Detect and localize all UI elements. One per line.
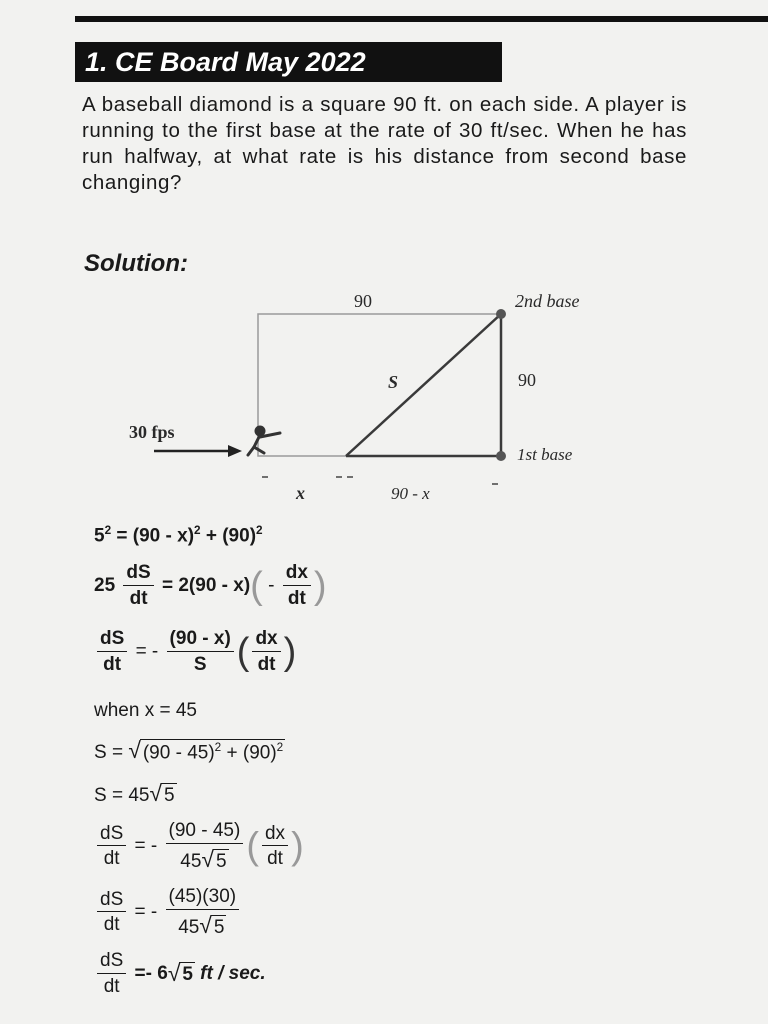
fraction-numerator: (90 - 45) [166,820,244,844]
differentiated-equation [94,562,327,610]
radicand-term1: (90 - 45) [142,742,215,763]
second-base-marker [496,309,506,319]
radicand: 5 [211,915,227,939]
solution-label: Solution: [84,250,188,277]
left-paren: ( [250,564,263,607]
eq2-minus: - [268,574,275,596]
eq2-coefficient: 25 [94,574,116,596]
fraction-numerator: dS [97,823,126,847]
fraction-numerator: dS [123,562,153,586]
fraction-denominator: dt [103,975,120,997]
radicand-term2: + (90) [221,742,277,763]
first-base-label: 1st base [517,445,573,464]
dx-dt-fraction [262,823,288,871]
fraction-numerator: (90 - x) [167,628,234,652]
radical-sign: √ [199,911,212,938]
s-equals: S = [94,742,124,763]
fraction-denominator: dt [267,848,283,870]
top-rule [75,16,768,22]
substituted-equation [94,820,304,873]
eq2-rhs: = 2(90 - x) [161,574,251,596]
equals-negative: = - [134,901,158,923]
radical-sign: √ [149,780,162,806]
eq1-end-exponent: 2 [256,524,263,537]
final-prefix: =- 6 [134,962,168,984]
radicand: 5 [161,783,177,807]
ds-dt-fraction [97,950,126,998]
runner-icon [248,427,280,455]
equals-negative: = - [134,835,158,857]
arrow-head-icon [228,445,242,457]
s-value-prefix: S = 45 [94,785,150,806]
hypotenuse-s [346,314,501,456]
fraction-denominator: dt [257,653,276,675]
fraction-numerator: (45)(30) [166,886,240,910]
final-units: ft / sec. [194,962,266,984]
ds-dt-fraction [97,823,126,871]
numeric-equation [94,886,242,939]
fraction-denominator: dt [129,587,148,609]
pythagorean-equation [94,524,263,547]
radicand-exp2: 2 [276,740,284,754]
eq1-middle: = (90 - x) [111,525,195,547]
left-paren: ( [246,825,259,868]
problem-title: 1. CE Board May 2022 [85,47,366,77]
radicand: 5 [179,962,195,986]
hypotenuse-label: S [388,372,399,392]
remaining-distance-label: 90 - x [391,484,430,503]
x-label: x [296,483,305,503]
dx-dt-fraction [283,562,311,610]
fraction-denominator: dt [103,914,120,936]
fraction-denominator: dt [103,848,120,870]
problem-statement: A baseball diamond is a square 90 ft. on each side. A player is running to the first base at the rate of 30 ft/sec. When he has run halfway, at what rate is his distance from second base changing? [82,93,687,194]
fraction-numerator: dx [252,628,280,652]
eq1-plus-term: + (90) [200,525,257,547]
second-base-label: 2nd base [515,291,580,311]
right-paren: ) [291,825,304,868]
radicand [140,739,285,764]
right-paren: ) [283,630,297,673]
dx-dt-fraction [252,628,280,676]
speed-label: 30 fps [129,422,175,442]
radicand-exp1: 2 [214,740,222,754]
condition-text: when x = 45 [94,700,197,721]
fraction-numerator: dS [97,950,126,974]
eq3-fraction [167,628,234,676]
left-paren: ( [236,630,250,673]
fraction-denominator: dt [103,653,122,675]
fraction-numerator: dS [97,889,126,913]
fraction-denominator [177,844,231,873]
first-base-marker [496,451,506,461]
baseball-diamond-diagram [110,285,650,515]
fraction-numerator: dx [262,823,288,847]
final-answer [94,950,266,998]
top-side-label: 90 [354,291,372,311]
right-paren: ) [313,564,327,607]
ds-dt-formula [94,628,296,676]
eq1-lhs-exponent: 2 [104,524,112,537]
equals-negative: = - [135,640,159,662]
eq5-fraction [166,886,240,939]
fraction-denominator [175,910,229,939]
diamond-square [258,314,501,456]
fraction-numerator: dS [97,628,127,652]
eq1-middle-exponent: 2 [194,524,201,537]
ds-dt-fraction [97,889,126,937]
fraction-numerator: dx [283,562,311,586]
fraction-denominator: dt [287,587,306,609]
ds-dt-fraction [123,562,153,610]
den-prefix: 45 [180,850,202,872]
right-side-label: 90 [518,370,536,390]
s-value [94,780,177,807]
problem-header [75,42,502,82]
s-root-equation [94,737,285,764]
radicand: 5 [213,849,229,873]
radical-sign: √ [128,737,141,763]
radical-sign: √ [167,960,181,987]
fraction-denominator: S [193,653,207,675]
eq1-lhs: 5 [94,525,105,547]
den-prefix: 45 [178,916,200,938]
radical-sign: √ [201,845,214,872]
ds-dt-fraction [97,628,127,676]
eq4-fraction [166,820,244,873]
